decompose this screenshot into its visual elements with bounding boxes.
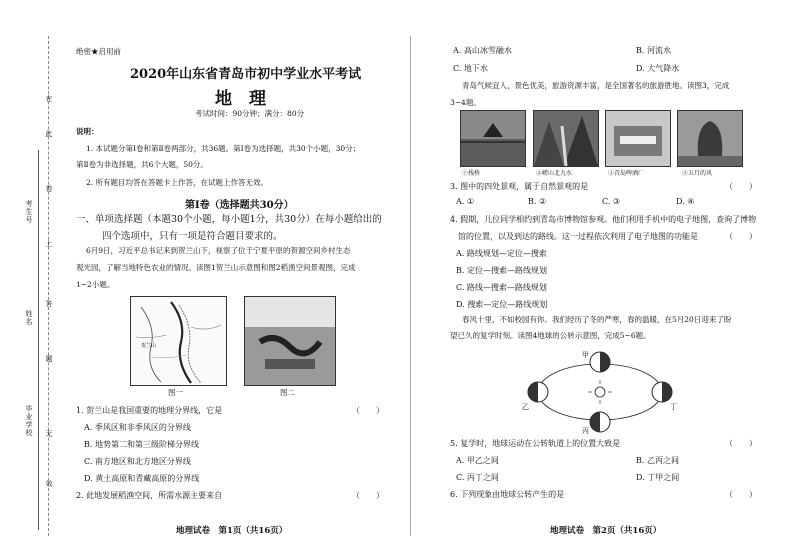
- question-6-stem: 6. 下列现象由地球公转产生的是: [450, 490, 565, 499]
- option: D. 丁甲之间: [636, 473, 680, 482]
- option: C. 丙丁之间: [456, 473, 499, 482]
- orbit-label: 甲: [582, 351, 589, 359]
- option: B. 地势第二和第三级阶梯分界线: [84, 440, 199, 449]
- margin-char: 卷: [45, 185, 53, 193]
- option: A. 季风区和非季风区的分界线: [84, 423, 191, 432]
- photo-caption: ③青岛啤酒厂: [608, 170, 645, 177]
- option: B. 定位—搜索—路线规划: [456, 266, 547, 275]
- orbit-label: 丁: [670, 403, 677, 411]
- margin-char: 题: [45, 355, 53, 363]
- question-4-stem: 馆的位置，以及到达的路线。这一过程依次利用了电子地图的功能是: [458, 232, 698, 241]
- option: A. ①: [456, 197, 475, 206]
- option: A. 高山冰雪融水: [453, 46, 512, 55]
- answer-paren: （ ）: [725, 232, 757, 241]
- margin-char: 效: [45, 480, 53, 488]
- brewery-drawing: [606, 111, 670, 166]
- margin-char: 此: [45, 130, 53, 138]
- intro-line: 3~4题。: [450, 98, 481, 107]
- photo-brewery: [605, 110, 671, 167]
- earth-position-jia: [590, 352, 610, 372]
- option: D. 搜索—定位—路线规划: [456, 300, 548, 309]
- figure-paddy-photo: [244, 296, 336, 386]
- option: C. 路线—搜索—路线规划: [456, 283, 547, 292]
- note-line: 1. 本试题分第Ⅰ卷和第Ⅱ卷两部分，共36题。第Ⅰ卷为选择题，共30个小题，30分；: [86, 144, 361, 153]
- answer-paren: （ ）: [725, 439, 757, 448]
- time-score: 考试时间：90分钟；满分：80分: [195, 109, 305, 118]
- part1-title: 第Ⅰ卷（选择题共30分）: [185, 200, 294, 211]
- earth-position-yi: [528, 382, 548, 402]
- zhanqiao-drawing: [461, 111, 525, 166]
- confidential-mark: 绝密★启用前: [76, 47, 121, 56]
- option: C. 地下水: [453, 64, 488, 73]
- note-line: 2. 所有题目均答在答题卡上作答，在试题上作答无效。: [86, 178, 269, 187]
- page-divider: [410, 36, 411, 536]
- exam-title: 2020年山东省青岛市初中学业水平考试: [130, 67, 362, 82]
- question-4-stem: 4. 假期，儿位同学相约到青岛市博物馆参观。他们利用手机中的电子地图，查询了博物: [450, 215, 757, 224]
- option: D. 大气降水: [636, 64, 680, 73]
- option: B. 乙丙之间: [636, 456, 679, 465]
- earth-orbit-diagram: [520, 346, 680, 438]
- photo-caption: ①栈桥: [462, 170, 481, 177]
- answer-paren: （ ）: [725, 182, 757, 191]
- earth-position-ding: [652, 382, 672, 402]
- margin-char: 上: [45, 240, 53, 248]
- map-label: 贺兰山: [141, 343, 157, 349]
- section1-instruction: 四个选项中，只有一项是符合题目要求的。: [102, 231, 283, 242]
- margin-char: 在: [45, 95, 53, 103]
- intro-line: 6月9日，习近平总书记来到贺兰山下，视察了位于宁夏平原的贺源空间乡村生态: [86, 246, 351, 255]
- photo-zhanqiao: [460, 110, 526, 167]
- option: A. 甲乙之间: [456, 456, 499, 465]
- photo-laoshan: [533, 110, 599, 167]
- intro-line: 观光园，了解当地特色农业的情况。读图1贺兰山示意图和图2稻渔空间景观图，完成: [76, 263, 356, 272]
- answer-paren: （ ）: [352, 491, 384, 500]
- orbit-label: 丙: [582, 427, 589, 435]
- photo-may-wind: [677, 110, 743, 167]
- figure1-caption: 图一: [168, 388, 183, 397]
- question-2-stem: 2. 此地发展稻渔空间，所需水源主要来自: [76, 491, 223, 500]
- option: B. 河流水: [636, 46, 671, 55]
- intro-line: 春风十里，不如校园有你。我们经历了冬的严寒，春的温暖，在5月20日迎来了盼: [462, 315, 732, 324]
- option: D. 黄土高原和青藏高原的分界线: [84, 474, 200, 483]
- question-3-stem: 3. 图中的四处景观，属于自然景观的是: [450, 182, 589, 191]
- may-wind-drawing: [678, 111, 742, 166]
- paddy-photo-drawing: [245, 297, 335, 385]
- question-5-stem: 5. 复学时，地球运动在公转轨道上的位置大致是: [450, 439, 621, 448]
- figure-helan-map: [130, 296, 227, 386]
- intro-line: 1~2小题。: [76, 280, 115, 289]
- page-footer-left: 地理试卷 第1页（共16页）: [176, 526, 288, 536]
- option: C. ③: [602, 197, 621, 206]
- option: C. 南方地区和北方地区分界线: [84, 457, 191, 466]
- binding-solid-line: [38, 150, 39, 530]
- note-line: 第Ⅱ卷为非选择题，共6个大题，50分。: [76, 160, 208, 169]
- section1-instruction: 一、单项选择题（本题30个小题，每小题1分，共30分）在每小题给出的: [76, 214, 382, 225]
- laoshan-drawing: [534, 111, 598, 166]
- figure2-caption: 图二: [280, 388, 295, 397]
- field-name: 姓名: [25, 310, 33, 326]
- helan-map-drawing: [131, 297, 226, 385]
- earth-position-bing: [590, 412, 610, 432]
- margin-char: 答: [45, 300, 53, 308]
- answer-paren: （ ）: [352, 406, 384, 415]
- option: D. ④: [676, 197, 695, 206]
- option: B. ②: [528, 197, 547, 206]
- photo-caption: ②崂山北九水: [536, 170, 573, 177]
- page-footer-right: 地理试卷 第2页（共16页）: [550, 526, 662, 536]
- orbit-label: 乙: [522, 403, 529, 411]
- intro-line: 望已久的复学时刻。读图4地球的公转示意图，完成5~6题。: [450, 331, 651, 340]
- question-1-stem: 1. 贺兰山是我国重要的地理分界线，它是: [76, 406, 223, 415]
- option: A. 路线规划—定位—搜索: [456, 249, 547, 258]
- subject-title: 地 理: [215, 89, 266, 109]
- binding-dash-line: [48, 36, 49, 536]
- photo-caption: ④五月的风: [682, 170, 713, 177]
- field-school: 毕业学校: [25, 405, 33, 437]
- intro-line: 青岛气候宜人，景色优美，旅游资源丰富，是全国著名的旅游胜地。读图3，完成: [462, 81, 730, 90]
- margin-char: 无: [45, 430, 53, 438]
- note-heading: 说明：: [76, 127, 99, 136]
- orbit-drawing: [520, 346, 680, 438]
- answer-paren: （ ）: [725, 490, 757, 499]
- field-student-id: 考生号: [25, 200, 33, 224]
